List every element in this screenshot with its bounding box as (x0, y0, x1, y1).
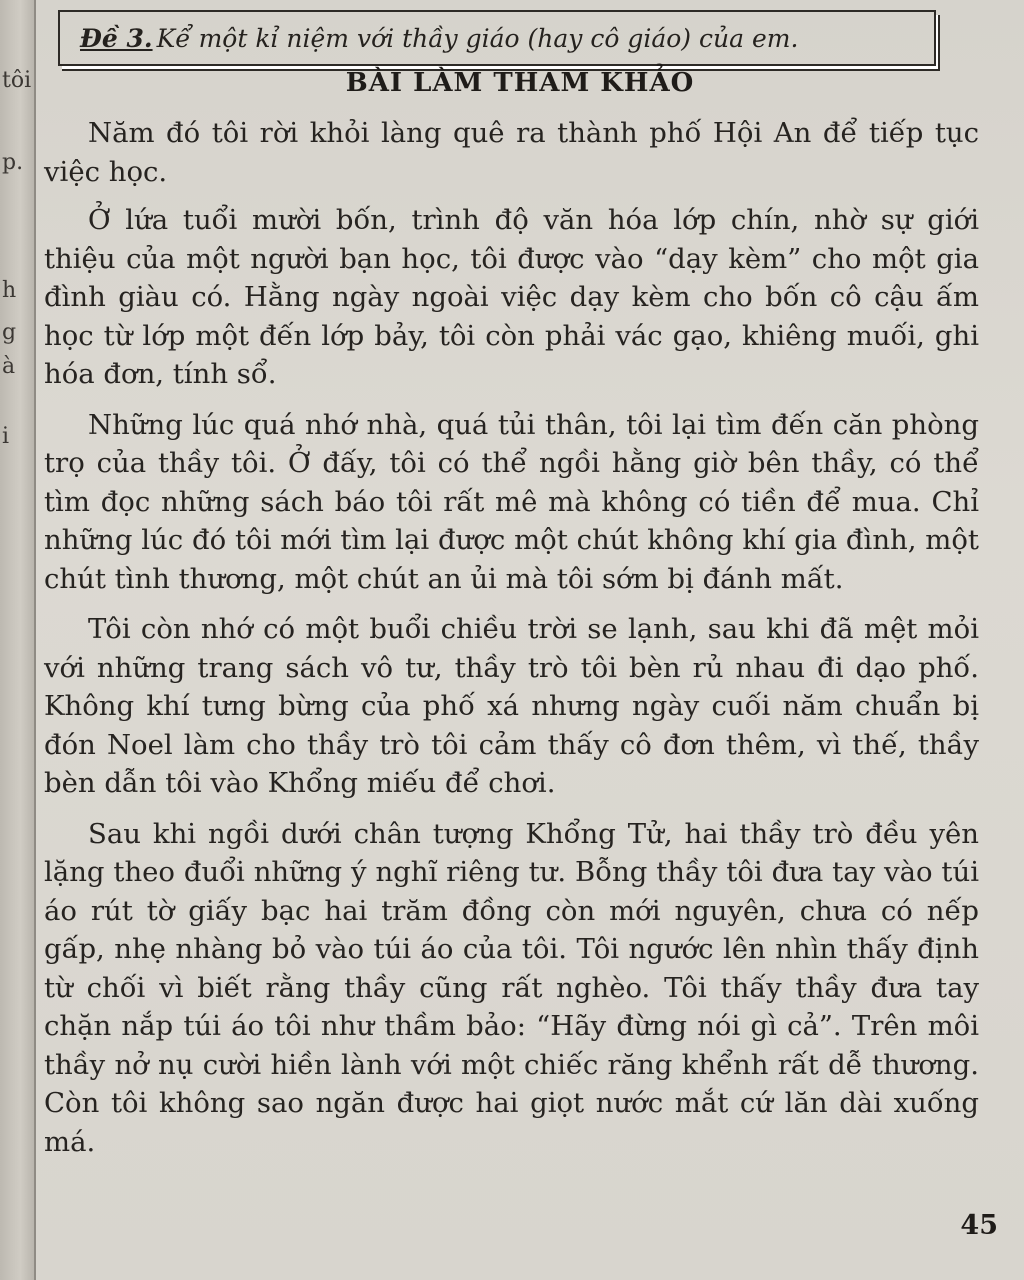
exercise-prompt-box (58, 10, 936, 66)
margin-fragment: p. (2, 150, 24, 175)
essay-paragraph: Năm đó tôi rời khỏi làng quê ra thành phố Hội An để tiếp tục việc học. (44, 117, 979, 188)
margin-fragment: tôi (2, 68, 32, 93)
essay-paragraph: Những lúc quá nhớ nhà, quá tủi thân, tôi lại tìm đến căn phòng trọ của thầy tôi. Ở đấy, tôi có thể ngồi hằng giờ bên thầy, có thể tìm đọc những sách báo tôi rất mê mà không có tiền để mua. Chỉ những lúc đó tôi mới tìm lại được một chút không khí gia đình, một chút tình thương, một chút an ủi mà tôi sớm bị đánh mất. (44, 408, 979, 595)
margin-fragment: i (2, 424, 10, 449)
essay-body (44, 114, 979, 1171)
essay-paragraph: Tôi còn nhớ có một buổi chiều trời se lạnh, sau khi đã mệt mỏi với những trang sách vô tư, thầy trò tôi bèn rủ nhau đi dạo phố. Không khí tưng bừng của phố xá nhưng ngày cuối năm chuẩn bị đón Noel làm cho thầy trò tôi cảm thấy cô đơn thêm, vì thế, thầy bèn dẫn tôi vào Khổng miếu để chơi. (44, 613, 979, 799)
essay-paragraph: Ở lứa tuổi mười bốn, trình độ văn hóa lớp chín, nhờ sự giới thiệu của một người bạn học, tôi được vào “dạy kèm” cho một gia đình giàu có. Hằng ngày ngoài việc dạy kèm cho bốn cô cậu ấm học từ lớp một đến lớp bảy, tôi còn phải vác gạo, khiêng muối, ghi hóa đơn, tính sổ. (44, 204, 979, 390)
exercise-prompt: Kể một kỉ niệm với thầy giáo (hay cô giáo) của em. (156, 23, 799, 53)
margin-fragment: g (2, 320, 17, 345)
margin-fragment: à (2, 354, 16, 379)
book-page (36, 0, 1024, 1280)
exercise-label: Đề 3. (80, 23, 153, 53)
page-number: 45 (960, 1210, 998, 1241)
adjacent-page-edge (0, 0, 36, 1280)
essay-paragraph: Sau khi ngồi dưới chân tượng Khổng Tử, hai thầy trò đều yên lặng theo đuổi những ý nghĩ riêng tư. Bỗng thầy tôi đưa tay vào túi áo rút tờ giấy bạc hai trăm đồng còn mới nguyên, chưa có nếp gấp, nhẹ nhàng bỏ vào túi áo của tôi. Tôi ngước lên nhìn thấy định từ chối vì biết rằng thầy cũng rất nghèo. Tôi thấy thầy đưa tay chặn nắp túi áo tôi như thầm bảo: “Hãy đừng nói gì cả”. Trên môi thầy nở nụ cười hiền lành với một chiếc răng khểnh rất dễ thương. Còn tôi không sao ngăn được hai giọt nước mắt cứ lăn dài xuống má. (44, 817, 979, 1158)
essay-heading: BÀI LÀM THAM KHẢO (345, 68, 695, 98)
margin-fragment: h (2, 278, 17, 303)
